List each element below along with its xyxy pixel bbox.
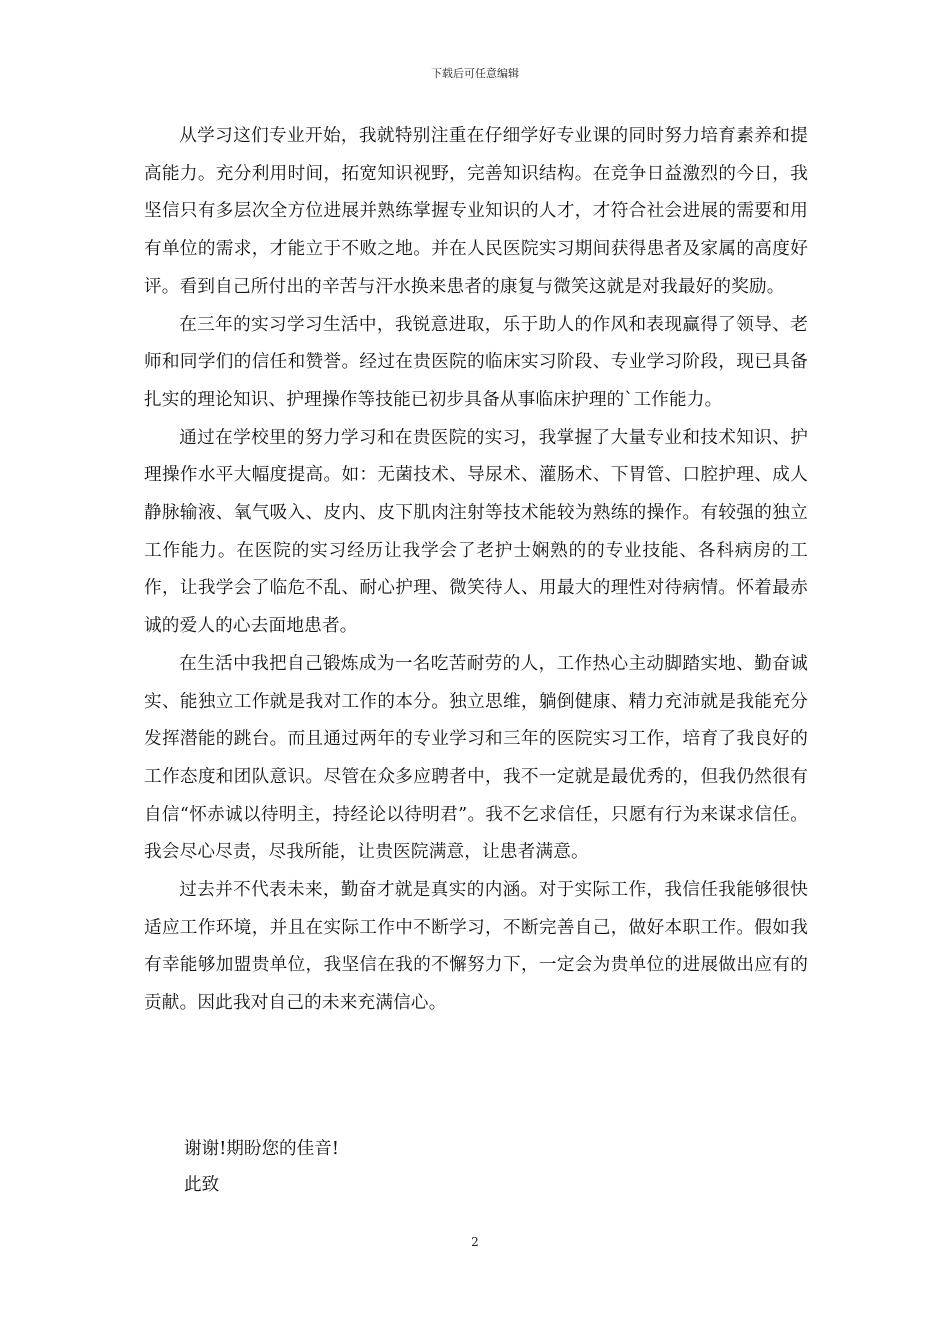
page-number: 2 (471, 1235, 479, 1249)
page-header: 下载后可任意编辑 (431, 67, 519, 80)
closing-thanks: 谢谢!期盼您的佳音! (184, 1139, 339, 1159)
paragraph-skills: 通过在学校里的努力学习和在贵医院的实习，我掌握了大量专业和技术知识、护理操作水平大幅度提高。如：无菌技术、导尿术、灌肠术、下胃管、口腔护理、成人静脉输液、氧气吸入、皮内、皮下肌肉注射等技术能较为熟练的操作。有较强的独立工作能力。在医院的实习经历让我学会了老护士娴熟的的专业技能、各科病房的工作，让我学会了临危不乱、耐心护理、微笑待人、用最大的理性对待病情。怀着最赤诚的爱人的心去面地患者。 (144, 427, 808, 637)
closing-regards: 此致 (184, 1175, 220, 1195)
paragraph-character: 在生活中我把自己锻炼成为一名吃苦耐劳的人，工作热心主动脚踏实地、勤奋诚实、能独立工作就是我对工作的本分。独立思维，躺倒健康、精力充沛就是我能充分发挥潜能的跳台。而且通过两年的专业学习和三年的医院实习工作，培育了我良好的工作态度和团队意识。尽管在众多应聘者中，我不一定就是最优秀的，但我仍然很有自信“怀赤诚以待明主，持经论以待明君”。我不乞求信任，只愿有行为来谋求信任。我会尽心尽责，尽我所能，让贵医院满意，让患者满意。 (144, 653, 808, 863)
paragraph-study: 从学习这们专业开始，我就特别注重在仔细学好专业课的同时努力培育素养和提高能力。充分利用时间，拓宽知识视野，完善知识结构。在竞争日益激烈的今日，我坚信只有多层次全方位进展并熟练掌握专业知识的人才，才符合社会进展的需要和用有单位的需求，才能立于不败之地。并在人民医院实习期间获得患者及家属的高度好评。看到自己所付出的辛苦与汗水换来患者的康复与微笑这就是对我最好的奖励。 (144, 126, 808, 297)
paragraph-future: 过去并不代表未来，勤奋才就是真实的内涵。对于实际工作，我信任我能够很快适应工作环境，并且在实际工作中不断学习，不断完善自己，做好本职工作。假如我有幸能够加盟贵单位，我坚信在我的不懈努力下，一定会为贵单位的进展做出应有的贡献。因此我对自己的未来充满信心。 (144, 880, 808, 1014)
letter-body (144, 118, 808, 1023)
paragraph-internship: 在三年的实习学习生活中，我锐意进取，乐于助人的作风和表现赢得了领导、老师和同学们的信任和赞誉。经过在贵医院的临床实习阶段、专业学习阶段，现已具备扎实的理论知识、护理操作等技能已初步具备从事临床护理的`工作能力。 (144, 314, 808, 410)
